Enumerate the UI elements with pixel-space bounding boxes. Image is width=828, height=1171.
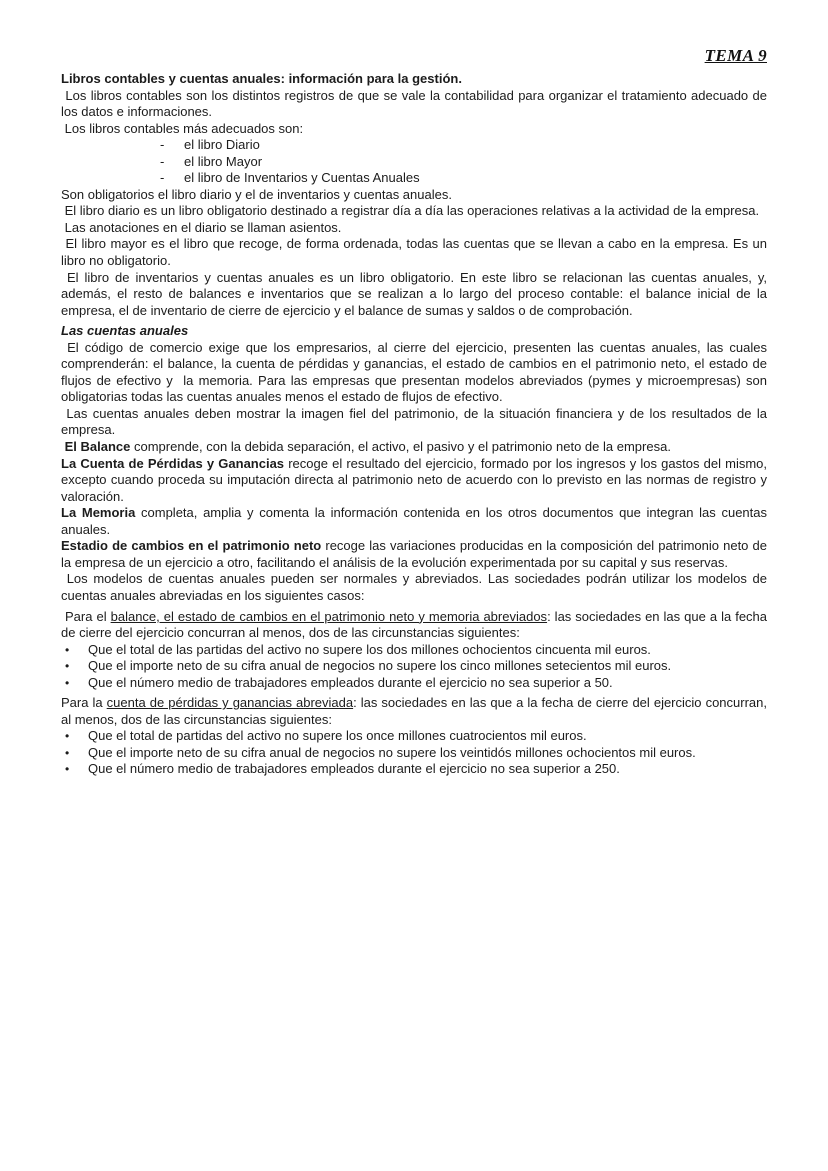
bullet-list-item	[61, 658, 767, 675]
dash-list-item	[61, 137, 767, 154]
dash-list	[61, 137, 767, 187]
list-item-text: Que el total de las partidas del activo no supere los dos millones ochocientos cincuenta mil euros.	[88, 641, 651, 657]
paragraph	[61, 695, 771, 728]
text-run: Para el	[61, 608, 111, 624]
text-run: Son obligatorios el libro diario y el de inventarios y cuentas anuales.	[61, 186, 452, 202]
text-run: El Balance	[61, 439, 131, 455]
list-item-text: el libro Mayor	[184, 153, 263, 169]
paragraph	[61, 121, 767, 138]
bullet-list-item	[61, 642, 767, 659]
bullet-list-item	[61, 745, 767, 762]
bullet-list-item	[61, 761, 767, 778]
paragraph	[61, 187, 767, 204]
text-run: Para la	[61, 695, 107, 711]
dash-marker: -	[160, 170, 165, 186]
paragraph	[61, 405, 771, 439]
bullet-marker: •	[65, 675, 70, 690]
text-run: comprende, con la debida separación, el activo, el pasivo y el patrimonio neto de la empresa.	[130, 439, 671, 455]
text-run: completa, amplia y comenta la información contenida en los otros documentos que integran las cuentas anuales.	[61, 505, 771, 537]
text-run: balance, el estado de cambios en el patrimonio neto y memoria abreviados	[110, 608, 548, 624]
dash-marker: -	[160, 137, 165, 153]
text-run: Los modelos de cuentas anuales pueden ser normales y abreviados. Las sociedades podrán utilizar los modelos de cuentas anuales abreviadas en los siguientes casos:	[61, 571, 771, 603]
text-run: El código de comercio exige que los empresarios, al cierre del ejercicio, presenten las cuentas anuales, las cuales comprenderán: el balance, la cuenta de pérdidas y ganancias, el estado de cambios en el patrimonio neto, el estado de flujos de efectivo y la memoria. Para las empresas que presentan modelos abreviados (pymes y microempresas) son obligatorias todas las cuentas anuales menos el estado de flujos de efectivo.	[61, 339, 771, 405]
paragraph	[61, 339, 771, 406]
dash-list-item	[61, 170, 767, 187]
list-item-text: el libro Diario	[184, 137, 260, 153]
paragraph	[61, 571, 771, 604]
list-item-text: el libro de Inventarios y Cuentas Anuales	[184, 170, 420, 186]
paragraph	[61, 203, 767, 220]
text-run: El libro de inventarios y cuentas anuales es un libro obligatorio. En este libro se relacionan las cuentas anuales, y, además, el resto de balances e inventarios que se realizan a lo largo del proceso contable: el balance inicial de la empresa, el de inventario de cierre de ejercicio y el balance de sumas y saldos o de comprobación.	[61, 269, 771, 318]
text-run: Los libros contables más adecuados son:	[61, 120, 304, 136]
paragraph	[61, 505, 771, 538]
text-run: La Memoria	[61, 505, 136, 521]
bullet-list-item	[61, 675, 767, 692]
list-item-text: Que el importe neto de su cifra anual de negocios no supere los cinco millones setecientos mil euros.	[88, 658, 672, 674]
paragraph	[61, 608, 771, 642]
text-run: : las sociedades en las que a la fecha de cierre del ejercicio concurran, al menos, dos de las circunstancias siguientes:	[61, 695, 771, 727]
dash-marker: -	[160, 153, 165, 169]
bullet-list	[61, 642, 767, 692]
paragraph	[61, 538, 771, 571]
tema-label: TEMA 9	[704, 46, 767, 65]
paragraph	[61, 455, 771, 506]
page-header	[61, 46, 767, 66]
text-run: El libro mayor es el libro que recoge, de forma ordenada, todas las cuentas que se llevan a cabo en la empresa. Es un libro no obligatorio.	[61, 236, 771, 269]
bullet-list-item	[61, 728, 767, 745]
paragraph	[61, 220, 767, 237]
list-item-text: Que el importe neto de su cifra anual de negocios no supere los veintidós millones ochocientos mil euros.	[88, 744, 696, 760]
section-heading	[61, 323, 767, 340]
bullet-list	[61, 728, 767, 778]
bullet-marker: •	[65, 642, 70, 657]
bullet-marker: •	[65, 659, 70, 674]
text-run: Libros contables y cuentas anuales: información para la gestión.	[61, 71, 462, 86]
text-run: recoge las variaciones producidas en la composición del patrimonio neto de la empresa de un ejercicio a otro, facilitando el análisis de la evolución experimentada por su capital y sus reservas.	[61, 538, 771, 570]
bullet-marker: •	[65, 729, 70, 744]
bullet-marker: •	[65, 762, 70, 777]
text-run: Las anotaciones en el diario se llaman asientos.	[61, 219, 342, 235]
heading	[61, 71, 767, 88]
list-item-text: Que el número medio de trabajadores empleados durante el ejercicio no sea superior a 50.	[88, 674, 613, 690]
text-run: Las cuentas anuales deben mostrar la imagen fiel del patrimonio, de la situación financiera y de los resultados de la empresa.	[61, 405, 771, 438]
text-run: recoge el resultado del ejercicio, formado por los ingresos y los gastos del mismo, excepto cuando proceda su imputación directa al patrimonio neto de acuerdo con lo previsto en las normas de registro y valoración.	[61, 455, 771, 504]
dash-list-item	[61, 154, 767, 171]
list-item-text: Que el número medio de trabajadores empleados durante el ejercicio no sea superior a 250.	[88, 761, 620, 777]
text-run: : las sociedades en las que a la fecha de cierre del ejercicio concurran al menos, dos de las circunstancias siguientes:	[61, 608, 771, 641]
paragraph	[61, 439, 767, 456]
text-run: Las cuentas anuales	[61, 323, 189, 339]
text-run: El libro diario es un libro obligatorio destinado a registrar día a día las operaciones relativas a la actividad de la empresa.	[61, 203, 760, 219]
text-run: Estadio de cambios en el patrimonio neto	[61, 538, 322, 554]
paragraph	[61, 236, 771, 269]
document-body	[61, 71, 771, 778]
text-run: La Cuenta de Pérdidas y Ganancias	[61, 455, 285, 471]
list-item-text: Que el total de partidas del activo no supere los once millones cuatrocientos mil euros.	[88, 728, 587, 744]
paragraph	[61, 87, 771, 121]
text-run: cuenta de pérdidas y ganancias abreviada	[106, 695, 354, 711]
paragraph	[61, 269, 771, 320]
bullet-marker: •	[65, 745, 70, 760]
text-run: Los libros contables son los distintos registros de que se vale la contabilidad para organizar el tratamiento adecuado de los datos e informaciones.	[61, 87, 771, 120]
